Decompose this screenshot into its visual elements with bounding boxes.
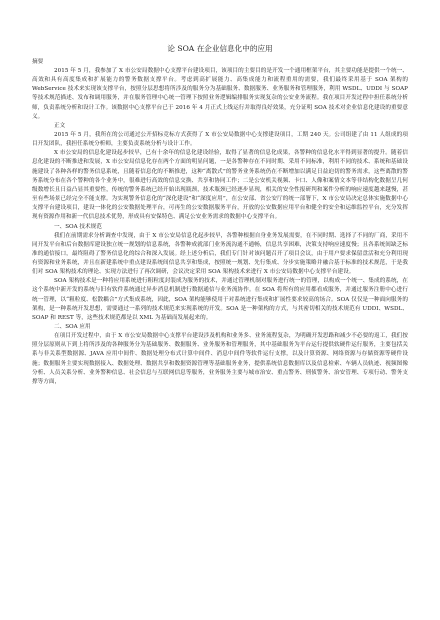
document-title: 论 SOA 在企业信息化中的应用 [167,44,273,53]
section-paragraph: SOA 架构技术是一种将应用系统进行粗粒度封装成为服务的技术，并通过管理机制对服务进行统一的管理，以构成一个统一、集成的系统，在这个系统中新开发的系统与旧有软件系统通过异步消息机制进行数据通信与业务流协作。在 SOA 将所有的应用都看成服务，并通过服务注册中心进行统一管理，以“粗粒度、松散耦合”方式集成系统，因此，SOA 架构能够使用于对系统进行集成和扩展性要求较高的场合。SOA 仅仅是一种面向服务的架构，是一种系统开发思想，需要通过一系列的技术规范来实现系统的开发。SOA 是一种架构的方式，与其密切相关的技术规范有 UDDI、WSDL、SOAP 和 REST 等，这些技术规范都是以 XML 为基础而发展起来的。 [32,278,408,321]
body-paragraph: 2015 年 5 月，我所在的公司通过公开招标竞标方式获得了 X 市公安局数据中心支撑建设项目，工期 240 天。公司组建了由 11 人组成的项目开发团队，我担任系统分析师，主要负责系统分析与设计工作。 [32,131,408,148]
section-paragraph: 我们在前期需求分析调查中发现，由于 X 市公安局信息化起步较早，各警种根据自身业务发展需要，在不同时期、选择了不同的厂商，采用不同开发平台和后台数据库建设独立统一规划的信息系统，各警种成就部门业务流沟通不通畅，信息共享困难，决策支持响应速度慢；且各系统间缺乏标准的通信接口，最终阻碍了警务信息化的综合和深入发展。经上述分析后，我们专门针对该问题召开了项目会议，由于用户要求保留盘活和充分利用现有资源和业务系统，并且在新建系统中重点建设系统间信息共享和集成，按照统一规划、先行集成、分步实施策略并融合基于标准的技术规范，于是我们对 SOA 架构技术的理论、实现方法进行了再次调研，会议决定采用 SOA 架构技术来进行 X 市公安局数据中心支撑平台建设。 [32,232,408,276]
section-paragraph: 在项目开发过程中，由于 X 市公安局数据中心支撑平台建设涉及机构和业务多、业务流程复杂，为明确开发思路和减少不必要的返工，我们按照分层原则从下到上将所涉及的各种服务分为基础服务、数据服务、业务服务和管理服务，其中基础服务为平台运行提供软硬件运行服务，主要包括关系与非关系型数据源、JAVA 应用中间件、数据处理分布式计算中间件、消息中间件等软件运行支撑，以及计算资源、网络资源与存储资源等硬件设施；数据服务主要实现数据接入、数据处理、数据共享和数据资源管理等基础服务业务，提供系统信息数据库以及信息检索、车辆人员轨迹、视频图像分析、人员关系分析、业务警种信息、社会信息与互联网信息等服务，业务服务主要与城市治安、重点警务、刑侦警务、治安管理、专项行动、警务支撑等方面， [32,333,408,385]
section-heading-soa-spec: 一、SOA 技术规范 [54,223,102,230]
section-heading-soa-application: 二、SOA 应用 [54,324,91,331]
body-paragraph: X 市公安局的信息化建设起步较早，已有十余年的信息化建设经验，取得了显著的信息化成果，各警种的信息化水平得到显著的提升。随着信息化建设的不断推进和发展，X 市公安局信息化存在两个方面的明显问题，一是各警种存在不同时期、采用不同标准，利用不同的技术、系统和基础设施建设了各种各样的警务信息系统，且随着信息化的不断推进，这种“离散式”的警务业务系统仍在不断增加以满足日益迫切的警务需求，这些离散的警务系统分布在各个警种的各个业务中，很难进行高效的信息交换、共享和协同工作；二是公安机关视频、卡口、人像和案情文本等非结构化数据呈几何级数增长且日益凸显其重要性，传统的警务系统已经开始出现瓶颈，技术瓶颈已经逐步显现，相关的安全性报研判和案件分析的响应速度越来越慢，甚至有些场景已经完全不能支撑。为实现警务信息化的“深化建设”和“深度应用”，在公安部、省公安厅的统一部署下，X 市公安局决定总体实施数据中心支撑平台建设项目，建设一体化的公安数据处理平台，可再生的公安数据服务平台，开放的公安数据应用平台和健全的安全和运维监控平台，充分发挥现有资源作用和新一代信息技术优势，形成具有安保特色、满足公安业务需求的数据中心支撑平台。 [32,150,408,221]
abstract-heading: 摘要 [32,59,44,65]
abstract-paragraph: 2015 年 5 月，我参加了 X 市公安局数据中心支撑平台建设项目，该项目的主要目的是开发一个通用框架平台，其主要功能是提供一个统一、高效和具有高度集成和扩展能力的警务数据支撑平台。考虑到高扩展能力、高集成能力和流程重用的需要，我们最终采用基于 SOA 架构的 WebService 技术来实现该支撑平台，按照分层思想将所涉及的服务分为基础服务、数据服务、业务服务和管理服务，利用 WSDL、UDDI 与 SOAP 等技术规范描述、发布和调用服务，并在服务管理中心统一管理下按照业务逻辑编排服务实现复杂的公安业务流程。我在项目开发过程中担任系统分析师，负责系统分析和设计工作。该数据中心支撑平台已于 2016 年 4 月正式上线运行并取得良好效果，充分证明 SOA 技术对企业信息化建设的重要意义。 [32,68,408,120]
body-heading: 正文 [54,122,66,129]
